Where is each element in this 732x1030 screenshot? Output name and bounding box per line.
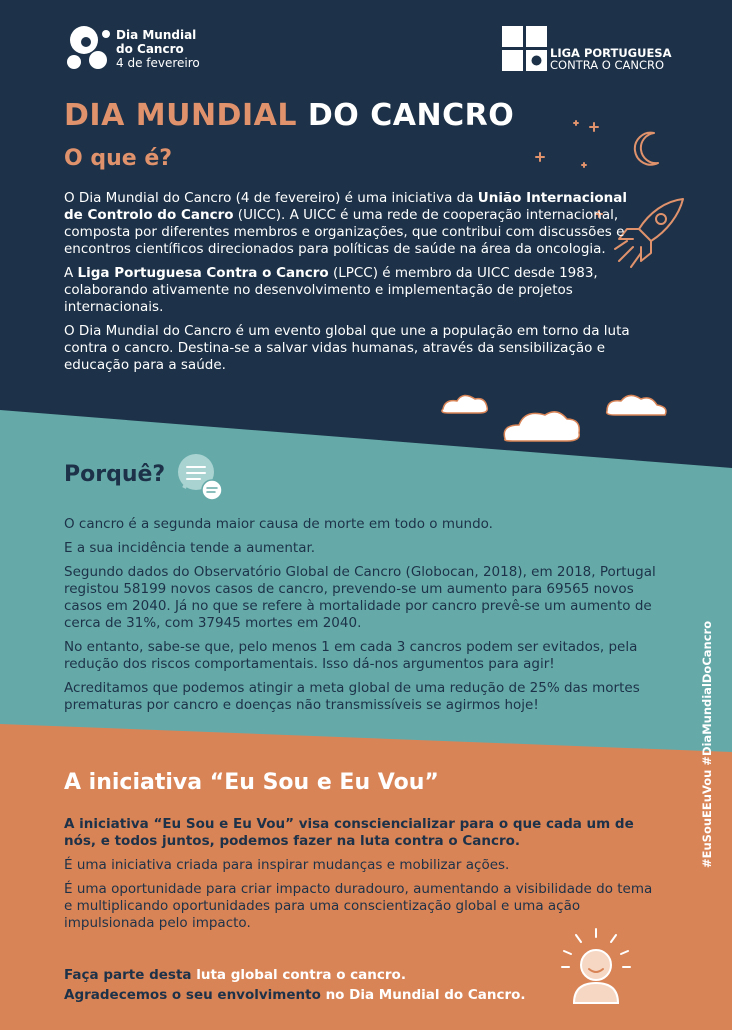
why-paragraph-5: Acreditamos que podemos atingir a meta global de uma redução de 25% das mortes prematuras por cancro e doenças não transmissíveis se agirmos hoje! xyxy=(64,680,640,713)
initiative-paragraph-2: É uma oportunidade para criar impacto duradouro, aumentando a visibilidade do tema e multiplicando oportunidades para uma conscientização global e uma ação impulsionada pelo impacto. xyxy=(64,881,653,931)
section-why-body xyxy=(64,516,664,721)
what-p2-text-b: (LPCC) é membro da UICC desde 1983, colaborando ativamente no desenvolvimento e implementação de projetos internacionais. xyxy=(64,265,598,315)
what-p2-bold: Liga Portuguesa Contra o Cancro xyxy=(77,265,329,281)
happy-person-icon xyxy=(556,925,636,1005)
logo-line1: Dia Mundial xyxy=(116,28,197,42)
what-paragraph-3: O Dia Mundial do Cancro é um evento global que une a população em torno da luta contra o cancro. Destina-se a salvar vidas humanas, através da sensibilização e educação para a saúde. xyxy=(64,323,630,373)
page-title xyxy=(64,98,514,133)
section-initiative-body xyxy=(64,816,664,939)
hashtags-vertical xyxy=(698,600,724,870)
logo-line2: do Cancro xyxy=(116,42,184,56)
clouds-illustration xyxy=(435,385,685,455)
moon-stars-icon xyxy=(530,115,670,175)
what-p2-text-a: A xyxy=(64,265,78,281)
logo-date: 4 de fevereiro xyxy=(116,56,200,70)
lpcc-line1: LIGA PORTUGUESA xyxy=(550,46,672,60)
lpcc-logo xyxy=(502,26,692,74)
hashtags-text: #EuSouEEuVou #DiaMundialDoCancro xyxy=(700,620,714,868)
section-why-heading: Porquê? xyxy=(64,462,166,487)
dia-mundial-logo xyxy=(64,24,214,74)
why-paragraph-4: No entanto, sabe-se que, pelo menos 1 em cada 3 cancros podem ser evitados, pela redução dos riscos comportamentais. Isso dá-nos argumentos para agir! xyxy=(64,639,638,672)
lpcc-line2: CONTRA O CANCRO xyxy=(550,58,665,72)
section-what-body xyxy=(64,190,644,381)
title-part1: DIA MUNDIAL xyxy=(64,98,297,133)
closing-line-2 xyxy=(64,985,584,1005)
what-paragraph-2 xyxy=(64,265,644,316)
title-part2: DO CANCRO xyxy=(307,98,515,133)
closing-1b: luta global contra o cancro. xyxy=(196,967,406,983)
closing-2b: no Dia Mundial do Cancro. xyxy=(320,987,526,1003)
lpcc-grid-icon xyxy=(502,26,548,72)
why-paragraph-3: Segundo dados do Observatório Global de Cancro (Globocan, 2018), em 2018, Portugal registou 58199 novos casos de cancro, prevendo-se um aumento para 69565 novos casos em 2040. Já no que se refere à mortalidade por cancro prevê-se um aumento de cerca de 31%, com 37945 mortes em 2040. xyxy=(64,564,656,631)
closing-text xyxy=(64,965,584,1005)
uicc-logo-icon xyxy=(64,24,112,74)
initiative-lead: A iniciativa “Eu Sou e Eu Vou” visa consciencializar para o que cada um de nós, e todos juntos, podemos fazer na luta contra o Cancro. xyxy=(64,816,634,849)
section-initiative-heading: A iniciativa “Eu Sou e Eu Vou” xyxy=(64,770,439,795)
what-p1-bold: União Internacional de Controlo do Cancro xyxy=(64,190,627,223)
why-paragraph-1: O cancro é a segunda maior causa de morte em todo o mundo. xyxy=(64,516,493,532)
what-paragraph-1 xyxy=(64,190,644,258)
initiative-paragraph-1: É uma iniciativa criada para inspirar mudanças e mobilizar ações. xyxy=(64,857,510,873)
what-p1-text-a: O Dia Mundial do Cancro (4 de fevereiro) é uma iniciativa da xyxy=(64,190,478,206)
why-paragraph-2: E a sua incidência tende a aumentar. xyxy=(64,540,316,556)
chat-bubble-icon xyxy=(176,452,226,502)
closing-2a: Agradecemos o seu envolvimento xyxy=(64,987,321,1003)
closing-1a: Faça parte desta xyxy=(64,967,197,983)
what-p1-text-b: (UICC). A UICC é uma rede de cooperação internacional, composta por diferentes membros e organizações, que contribui com discussões e encontros científicos direcionados para políticas de saúde na área da oncologia. xyxy=(64,207,625,257)
closing-line-1 xyxy=(64,965,584,985)
section-what-heading: O que é? xyxy=(64,146,173,171)
